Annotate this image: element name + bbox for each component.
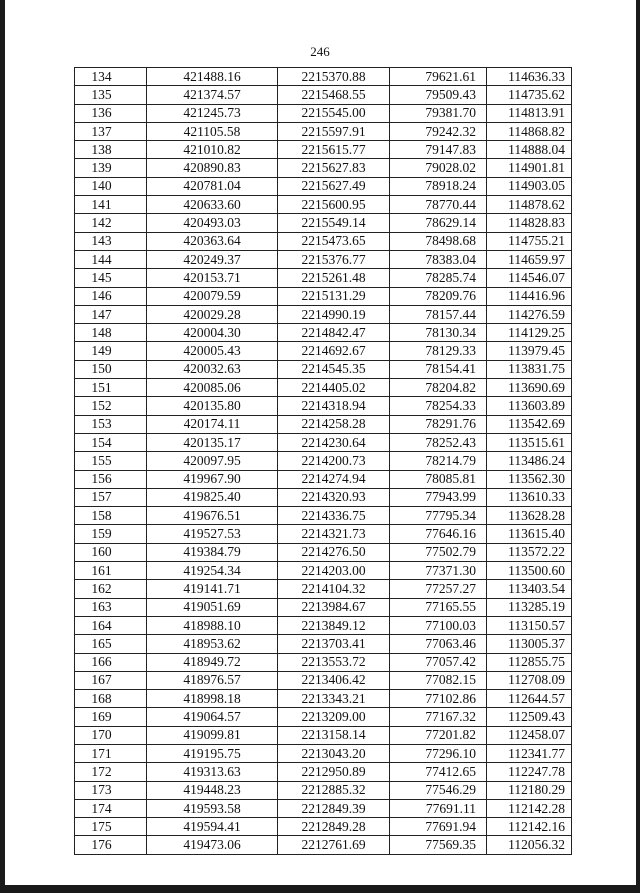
table-cell: 174 (75, 799, 147, 817)
table-cell: 138 (75, 141, 147, 159)
table-cell: 420135.17 (147, 433, 278, 451)
table-cell: 77082.15 (390, 671, 487, 689)
table-cell: 419064.57 (147, 708, 278, 726)
table-cell: 77102.86 (390, 690, 487, 708)
table-row (75, 708, 572, 726)
table-cell: 420097.95 (147, 452, 278, 470)
scan-edge-left (0, 0, 5, 893)
table-cell: 77100.03 (390, 616, 487, 634)
table-cell: 77057.42 (390, 653, 487, 671)
table-cell: 2215261.48 (278, 269, 390, 287)
table-row (75, 104, 572, 122)
table-row (75, 68, 572, 86)
table-cell: 2214276.50 (278, 543, 390, 561)
table-cell: 421105.58 (147, 122, 278, 140)
table-cell: 2213209.00 (278, 708, 390, 726)
table-cell: 112247.78 (487, 763, 572, 781)
table-cell: 114276.59 (487, 305, 572, 323)
table-cell: 112056.32 (487, 836, 572, 854)
table-cell: 134 (75, 68, 147, 86)
table-cell: 164 (75, 616, 147, 634)
table-cell: 113150.57 (487, 616, 572, 634)
table-cell: 2213703.41 (278, 635, 390, 653)
table-cell: 419527.53 (147, 525, 278, 543)
table-cell: 176 (75, 836, 147, 854)
table-cell: 419967.90 (147, 470, 278, 488)
table-cell: 162 (75, 580, 147, 598)
table-cell: 158 (75, 507, 147, 525)
table-cell: 420493.03 (147, 214, 278, 232)
table-cell: 420004.30 (147, 324, 278, 342)
table-row (75, 653, 572, 671)
table-cell: 2214336.75 (278, 507, 390, 525)
table-row (75, 250, 572, 268)
table-cell: 159 (75, 525, 147, 543)
table-cell: 78214.79 (390, 452, 487, 470)
table-row (75, 86, 572, 104)
table-cell: 420781.04 (147, 177, 278, 195)
table-cell: 420085.06 (147, 379, 278, 397)
table-cell: 420153.71 (147, 269, 278, 287)
table-cell: 419594.41 (147, 818, 278, 836)
table-cell: 2212885.32 (278, 781, 390, 799)
table-cell: 78254.33 (390, 397, 487, 415)
scan-edge-right (636, 0, 640, 893)
table-cell: 420633.60 (147, 196, 278, 214)
table-cell: 170 (75, 726, 147, 744)
table-row (75, 562, 572, 580)
table-cell: 112509.43 (487, 708, 572, 726)
table-cell: 420363.64 (147, 232, 278, 250)
table-cell: 114546.07 (487, 269, 572, 287)
table-cell: 419313.63 (147, 763, 278, 781)
table-cell: 113403.54 (487, 580, 572, 598)
table-cell: 419254.34 (147, 562, 278, 580)
table-cell: 2213984.67 (278, 598, 390, 616)
table-cell: 419448.23 (147, 781, 278, 799)
table-cell: 419825.40 (147, 488, 278, 506)
table-cell: 77502.79 (390, 543, 487, 561)
table-cell: 114901.81 (487, 159, 572, 177)
table-cell: 113486.24 (487, 452, 572, 470)
table-cell: 114755.21 (487, 232, 572, 250)
coordinates-table (74, 67, 572, 855)
table-cell: 77257.27 (390, 580, 487, 598)
table-cell: 155 (75, 452, 147, 470)
table-cell: 113572.22 (487, 543, 572, 561)
table-cell: 420079.59 (147, 287, 278, 305)
table-cell: 2214321.73 (278, 525, 390, 543)
table-cell: 2213158.14 (278, 726, 390, 744)
table-cell: 2214842.47 (278, 324, 390, 342)
table-cell: 157 (75, 488, 147, 506)
table-cell: 113285.19 (487, 598, 572, 616)
table-cell: 2214405.02 (278, 379, 390, 397)
table-cell: 2214104.32 (278, 580, 390, 598)
table-cell: 2215376.77 (278, 250, 390, 268)
table-cell: 77371.30 (390, 562, 487, 580)
table-row (75, 671, 572, 689)
table-cell: 418953.62 (147, 635, 278, 653)
table-cell: 2212849.39 (278, 799, 390, 817)
table-cell: 145 (75, 269, 147, 287)
table-cell: 419141.71 (147, 580, 278, 598)
table-cell: 112644.57 (487, 690, 572, 708)
table-cell: 77691.11 (390, 799, 487, 817)
table-row (75, 397, 572, 415)
table-cell: 152 (75, 397, 147, 415)
table-cell: 78770.44 (390, 196, 487, 214)
table-row (75, 616, 572, 634)
table-cell: 77943.99 (390, 488, 487, 506)
table-cell: 2214258.28 (278, 415, 390, 433)
table-cell: 2213849.12 (278, 616, 390, 634)
table-cell: 113628.28 (487, 507, 572, 525)
table-cell: 2213043.20 (278, 744, 390, 762)
table-cell: 112142.16 (487, 818, 572, 836)
table-cell: 2214200.73 (278, 452, 390, 470)
table-row (75, 196, 572, 214)
table-row (75, 360, 572, 378)
table-cell: 113615.40 (487, 525, 572, 543)
table-row (75, 177, 572, 195)
table-cell: 113831.75 (487, 360, 572, 378)
table-row (75, 744, 572, 762)
table-cell: 419593.58 (147, 799, 278, 817)
table-cell: 2214230.64 (278, 433, 390, 451)
table-cell: 79147.83 (390, 141, 487, 159)
table-cell: 79028.02 (390, 159, 487, 177)
table-cell: 114129.25 (487, 324, 572, 342)
table-cell: 166 (75, 653, 147, 671)
table-row (75, 379, 572, 397)
table-cell: 135 (75, 86, 147, 104)
table-cell: 2215600.95 (278, 196, 390, 214)
table-cell: 2215131.29 (278, 287, 390, 305)
table-cell: 160 (75, 543, 147, 561)
table-cell: 112458.07 (487, 726, 572, 744)
table-cell: 421245.73 (147, 104, 278, 122)
table-row (75, 507, 572, 525)
table-row (75, 159, 572, 177)
table-cell: 113690.69 (487, 379, 572, 397)
table-row (75, 342, 572, 360)
table-cell: 2214274.94 (278, 470, 390, 488)
table-cell: 78918.24 (390, 177, 487, 195)
table-cell: 418998.18 (147, 690, 278, 708)
table-cell: 2213406.42 (278, 671, 390, 689)
table-row (75, 635, 572, 653)
table-cell: 78085.81 (390, 470, 487, 488)
table-cell: 156 (75, 470, 147, 488)
table-cell: 114828.83 (487, 214, 572, 232)
table-row (75, 488, 572, 506)
table-cell: 2215615.77 (278, 141, 390, 159)
table-cell: 77165.55 (390, 598, 487, 616)
table-cell: 2215597.91 (278, 122, 390, 140)
table-cell: 2215549.14 (278, 214, 390, 232)
table-cell: 79621.61 (390, 68, 487, 86)
table-cell: 77569.35 (390, 836, 487, 854)
table-cell: 419051.69 (147, 598, 278, 616)
table-cell: 78291.76 (390, 415, 487, 433)
table-cell: 419676.51 (147, 507, 278, 525)
table-cell: 142 (75, 214, 147, 232)
table-cell: 148 (75, 324, 147, 342)
table-cell: 112708.09 (487, 671, 572, 689)
table-cell: 113603.89 (487, 397, 572, 415)
table-cell: 143 (75, 232, 147, 250)
table-cell: 78209.76 (390, 287, 487, 305)
table-cell: 2214320.93 (278, 488, 390, 506)
table-cell: 77691.94 (390, 818, 487, 836)
table-cell: 78204.82 (390, 379, 487, 397)
table-cell: 151 (75, 379, 147, 397)
table-cell: 149 (75, 342, 147, 360)
table-cell: 418976.57 (147, 671, 278, 689)
table-row (75, 269, 572, 287)
table-cell: 78154.41 (390, 360, 487, 378)
table-cell: 173 (75, 781, 147, 799)
table-cell: 172 (75, 763, 147, 781)
table-cell: 421374.57 (147, 86, 278, 104)
table-cell: 2215468.55 (278, 86, 390, 104)
table-cell: 114868.82 (487, 122, 572, 140)
table-cell: 420005.43 (147, 342, 278, 360)
table-cell: 146 (75, 287, 147, 305)
table-cell: 2214203.00 (278, 562, 390, 580)
table-row (75, 415, 572, 433)
table-cell: 112855.75 (487, 653, 572, 671)
table-cell: 2215627.49 (278, 177, 390, 195)
table-cell: 77167.32 (390, 708, 487, 726)
table-cell: 419099.81 (147, 726, 278, 744)
table-row (75, 580, 572, 598)
table-cell: 112180.29 (487, 781, 572, 799)
table-cell: 77646.16 (390, 525, 487, 543)
table-cell: 78129.33 (390, 342, 487, 360)
table-row (75, 214, 572, 232)
table-row (75, 726, 572, 744)
table-cell: 113610.33 (487, 488, 572, 506)
table-cell: 2214318.94 (278, 397, 390, 415)
table-cell: 2214545.35 (278, 360, 390, 378)
table-row (75, 763, 572, 781)
table-cell: 79509.43 (390, 86, 487, 104)
table-cell: 161 (75, 562, 147, 580)
table-cell: 420032.63 (147, 360, 278, 378)
table-cell: 114636.33 (487, 68, 572, 86)
table-row (75, 525, 572, 543)
table-cell: 114735.62 (487, 86, 572, 104)
table-cell: 2213553.72 (278, 653, 390, 671)
scan-edge-bottom (0, 885, 640, 893)
table-cell: 141 (75, 196, 147, 214)
coordinates-table-body (75, 68, 572, 855)
table-cell: 167 (75, 671, 147, 689)
table-cell: 419195.75 (147, 744, 278, 762)
table-cell: 113979.45 (487, 342, 572, 360)
table-cell: 2212950.89 (278, 763, 390, 781)
table-cell: 78252.43 (390, 433, 487, 451)
table-row (75, 690, 572, 708)
table-cell: 418988.10 (147, 616, 278, 634)
table-cell: 2212849.28 (278, 818, 390, 836)
table-cell: 136 (75, 104, 147, 122)
table-cell: 2215370.88 (278, 68, 390, 86)
table-cell: 420174.11 (147, 415, 278, 433)
table-cell: 147 (75, 305, 147, 323)
table-cell: 421488.16 (147, 68, 278, 86)
table-cell: 78629.14 (390, 214, 487, 232)
table-cell: 421010.82 (147, 141, 278, 159)
table-cell: 168 (75, 690, 147, 708)
table-row (75, 781, 572, 799)
table-cell: 153 (75, 415, 147, 433)
table-row (75, 818, 572, 836)
table-row (75, 452, 572, 470)
table-cell: 78498.68 (390, 232, 487, 250)
table-cell: 77201.82 (390, 726, 487, 744)
table-cell: 77412.65 (390, 763, 487, 781)
table-cell: 77795.34 (390, 507, 487, 525)
table-cell: 419473.06 (147, 836, 278, 854)
table-cell: 420890.83 (147, 159, 278, 177)
table-row (75, 324, 572, 342)
table-cell: 79242.32 (390, 122, 487, 140)
table-cell: 2212761.69 (278, 836, 390, 854)
table-row (75, 470, 572, 488)
table-cell: 2215627.83 (278, 159, 390, 177)
table-cell: 112341.77 (487, 744, 572, 762)
table-cell: 144 (75, 250, 147, 268)
table-row (75, 836, 572, 854)
table-cell: 137 (75, 122, 147, 140)
table-cell: 114813.91 (487, 104, 572, 122)
table-cell: 79381.70 (390, 104, 487, 122)
table-cell: 113500.60 (487, 562, 572, 580)
table-cell: 77296.10 (390, 744, 487, 762)
table-cell: 420135.80 (147, 397, 278, 415)
table-cell: 140 (75, 177, 147, 195)
table-cell: 114659.97 (487, 250, 572, 268)
table-row (75, 232, 572, 250)
table-cell: 77546.29 (390, 781, 487, 799)
table-cell: 150 (75, 360, 147, 378)
table-row (75, 141, 572, 159)
table-cell: 165 (75, 635, 147, 653)
table-row (75, 122, 572, 140)
table-cell: 114416.96 (487, 287, 572, 305)
table-cell: 171 (75, 744, 147, 762)
table-cell: 78285.74 (390, 269, 487, 287)
table-cell: 2215545.00 (278, 104, 390, 122)
table-row (75, 598, 572, 616)
table-cell: 113542.69 (487, 415, 572, 433)
page-number: 246 (310, 44, 330, 59)
table-cell: 2213343.21 (278, 690, 390, 708)
table-cell: 113005.37 (487, 635, 572, 653)
table-cell: 418949.72 (147, 653, 278, 671)
table-cell: 114878.62 (487, 196, 572, 214)
table-row (75, 433, 572, 451)
table-cell: 114903.05 (487, 177, 572, 195)
table-cell: 2214692.67 (278, 342, 390, 360)
table-cell: 419384.79 (147, 543, 278, 561)
table-row (75, 543, 572, 561)
table-cell: 113562.30 (487, 470, 572, 488)
table-row (75, 799, 572, 817)
table-cell: 112142.28 (487, 799, 572, 817)
table-row (75, 287, 572, 305)
table-cell: 114888.04 (487, 141, 572, 159)
table-cell: 420249.37 (147, 250, 278, 268)
table-cell: 78383.04 (390, 250, 487, 268)
table-cell: 163 (75, 598, 147, 616)
table-cell: 2214990.19 (278, 305, 390, 323)
table-cell: 113515.61 (487, 433, 572, 451)
table-cell: 154 (75, 433, 147, 451)
table-cell: 420029.28 (147, 305, 278, 323)
table-cell: 78130.34 (390, 324, 487, 342)
table-cell: 78157.44 (390, 305, 487, 323)
table-cell: 169 (75, 708, 147, 726)
table-cell: 139 (75, 159, 147, 177)
table-row (75, 305, 572, 323)
table-cell: 77063.46 (390, 635, 487, 653)
table-cell: 2215473.65 (278, 232, 390, 250)
table-cell: 175 (75, 818, 147, 836)
